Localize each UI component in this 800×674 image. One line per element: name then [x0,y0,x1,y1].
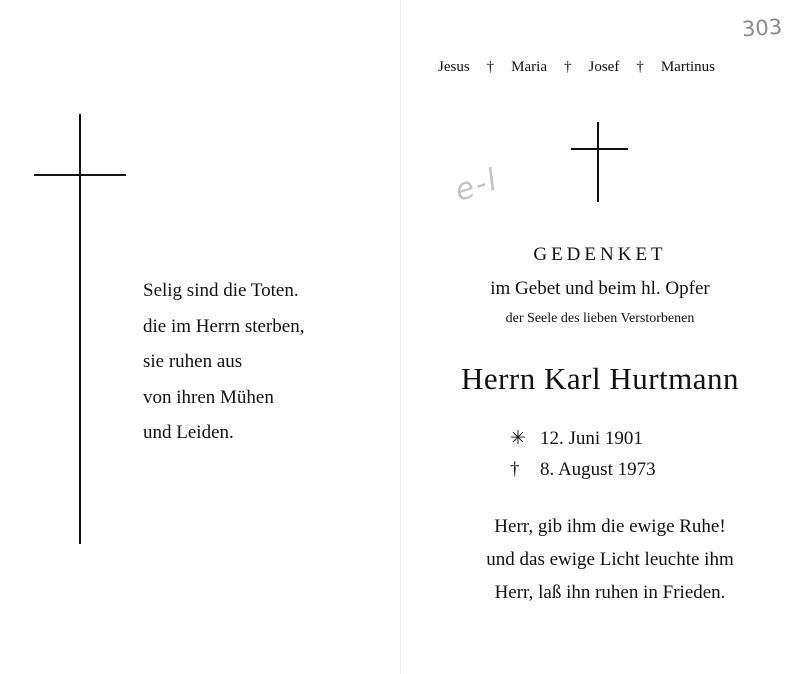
holy-name: Martinus [660,59,715,75]
death-dagger-icon: † [510,459,520,480]
dagger-icon: † [564,59,572,75]
holy-name: Maria [511,59,547,75]
dagger-icon: † [486,59,495,75]
small-cross-icon [597,122,599,202]
birth-date: 12. Juni 1901 [540,428,643,449]
verse-line: die im Herrn sterben, [143,315,305,337]
subheading-small: der Seele des lieben Verstorbenen [505,311,695,326]
holy-name: Jesus [438,59,470,75]
heading: GEDENKET [533,244,667,265]
small-cross-icon-bar [571,148,628,150]
handwritten-mark: e-l [450,162,503,209]
birth-date-row [510,423,656,454]
prayer [400,510,800,609]
verse-line: Selig sind die Toten. [143,280,299,301]
handwritten-number: 303 [741,14,783,42]
verse-line: von ihren Mühen [143,386,274,408]
prayer-line: und das ewige Licht leuchte ihm [486,549,734,570]
death-date-row [510,454,656,485]
holy-names-row [438,59,715,76]
death-date: 8. August 1973 [540,459,656,480]
large-cross-icon-bar [34,174,126,176]
life-dates [510,423,656,485]
beatitude-verse [143,273,304,451]
prayer-line: Herr, gib ihm die ewige Ruhe! [494,516,726,537]
verse-line: und Leiden. [143,422,234,443]
holy-name: Josef [588,59,620,75]
prayer-line: Herr, laß ihn ruhen in Frieden. [494,582,726,603]
subheading: im Gebet und beim hl. Opfer [490,278,710,299]
verse-line: sie ruhen aus [143,351,243,372]
large-cross-icon [79,114,81,544]
deceased-name: Herrn Karl Hurtmann [460,361,740,396]
dagger-icon: † [636,59,644,75]
birth-star-icon: ✳ [510,428,526,449]
